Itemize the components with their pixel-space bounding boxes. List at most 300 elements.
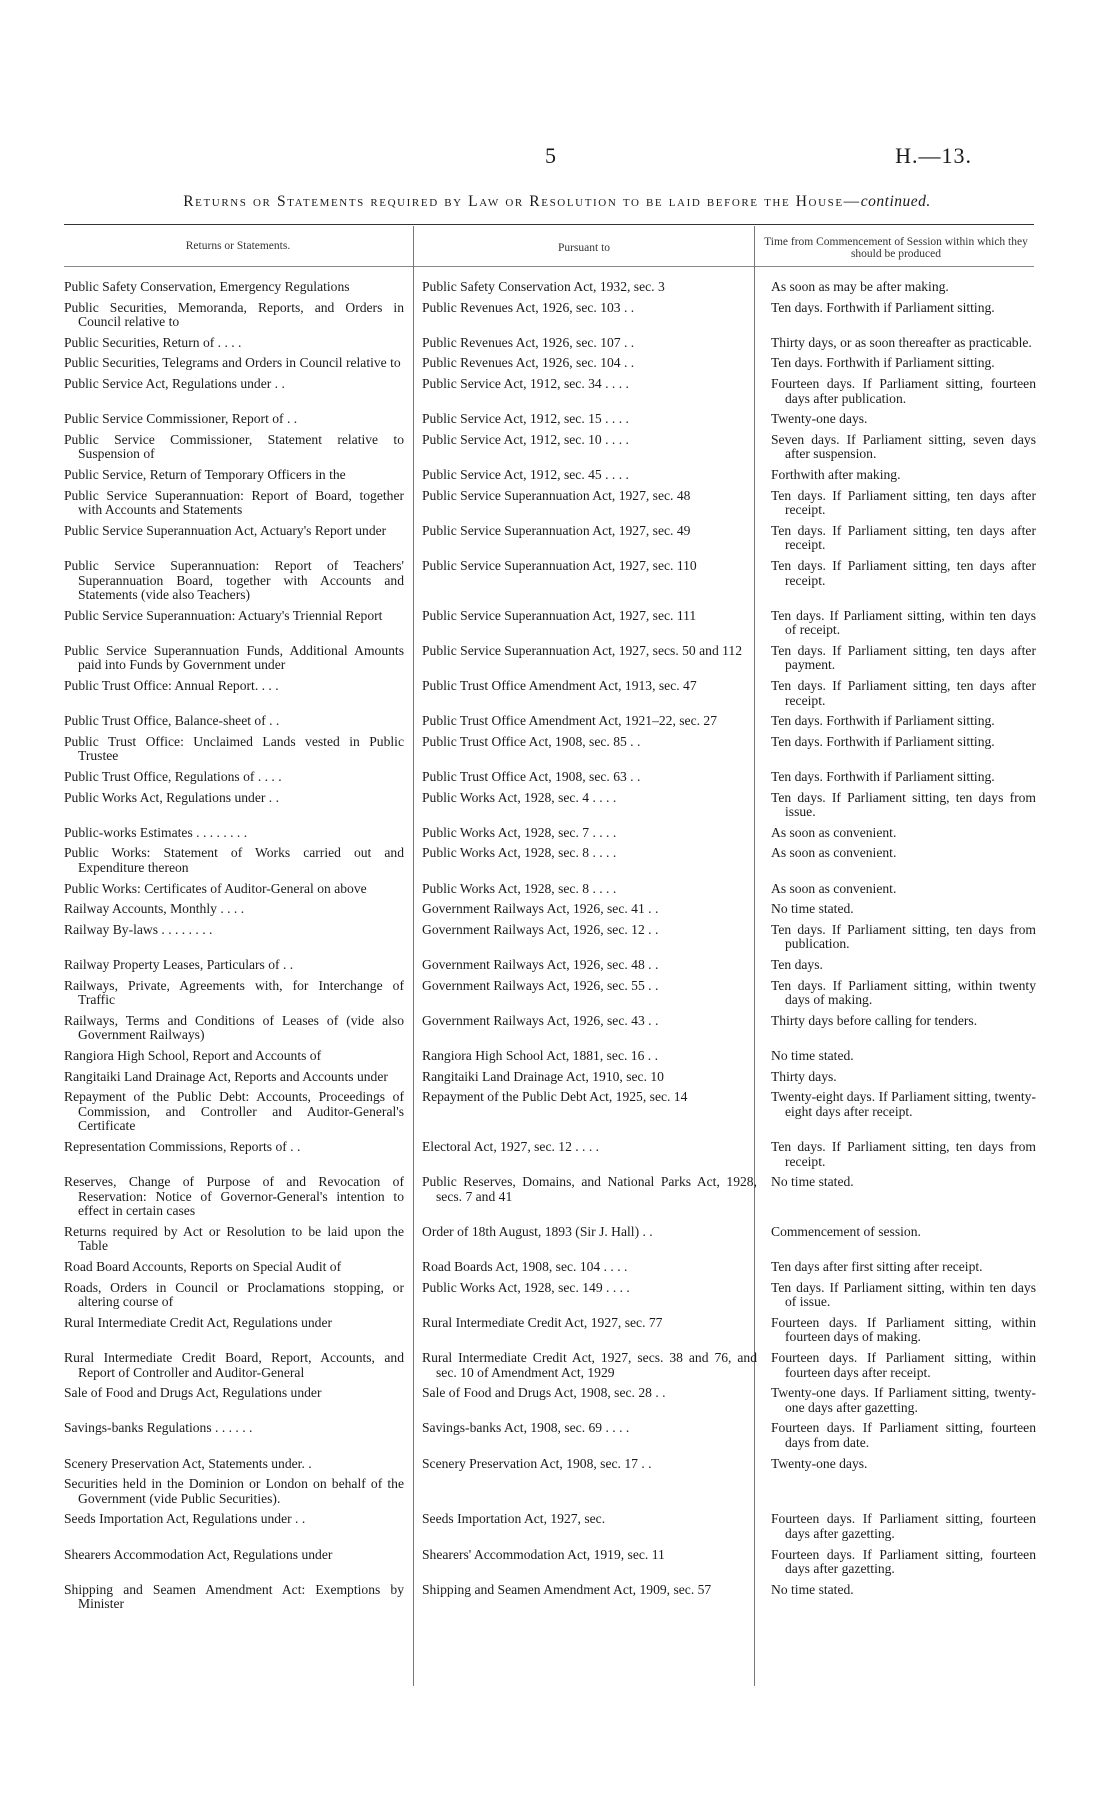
pursuant-cell-text: Order of 18th August, 1893 (Sir J. Hall) . . [422, 1223, 653, 1239]
column-header-time: Time from Commencement of Session within which they should be produced [764, 236, 1028, 260]
pursuant-cell [414, 489, 763, 524]
returns-cell-text: Sale of Food and Drugs Act, Regulations under [64, 1385, 322, 1401]
time-cell-text: Ten days. Forthwith if Parliament sitting. [771, 769, 995, 785]
pursuant-cell [414, 356, 763, 377]
time-cell-text: Thirty days before calling for tenders. [771, 1012, 978, 1028]
heading-continued: continued. [860, 193, 931, 210]
pursuant-cell [414, 1014, 763, 1049]
returns-cell-text: Public Trust Office, Regulations of . . . . [64, 769, 282, 785]
table-row [64, 1457, 1036, 1478]
table-row [64, 679, 1036, 714]
pursuant-cell-text: Government Railways Act, 1926, sec. 43 . . [422, 1012, 659, 1028]
time-cell [763, 1140, 1036, 1175]
pursuant-cell [414, 1260, 763, 1281]
pursuant-cell-text: Public Service Superannuation Act, 1927, sec. 111 [422, 607, 697, 623]
returns-cell-text: Road Board Accounts, Reports on Special Audit of [64, 1259, 342, 1275]
returns-cell [64, 1225, 414, 1260]
table-row [64, 1049, 1036, 1070]
pursuant-cell [414, 1477, 763, 1512]
pursuant-cell-text: Public Trust Office Act, 1908, sec. 85 . . [422, 733, 641, 749]
pursuant-cell-text: Rangitaiki Land Drainage Act, 1910, sec. 10 [422, 1068, 664, 1084]
table-row [64, 524, 1036, 559]
pursuant-cell-text: Shipping and Seamen Amendment Act, 1909, sec. 57 [422, 1581, 712, 1597]
returns-cell [64, 923, 414, 958]
time-cell [763, 1070, 1036, 1091]
pursuant-cell [414, 1281, 763, 1316]
returns-table [64, 280, 1036, 1618]
time-cell-text: No time stated. [771, 1174, 854, 1190]
table-row [64, 1090, 1036, 1140]
table-row [64, 489, 1036, 524]
table-row [64, 609, 1036, 644]
pursuant-cell-text: Electoral Act, 1927, sec. 12 . . . . [422, 1138, 600, 1154]
time-cell [763, 1281, 1036, 1316]
pursuant-cell-text: Government Railways Act, 1926, sec. 41 . . [422, 901, 659, 917]
returns-cell [64, 714, 414, 735]
returns-cell [64, 1070, 414, 1091]
returns-cell-text: Public Trust Office: Unclaimed Lands vested in Public Trustee [64, 733, 404, 764]
returns-cell-text: Shearers Accommodation Act, Regulations under [64, 1546, 333, 1562]
returns-cell-text: Public Service Commissioner, Report of . . [64, 411, 298, 427]
returns-cell [64, 489, 414, 524]
table-row [64, 644, 1036, 679]
returns-cell [64, 609, 414, 644]
time-cell [763, 1421, 1036, 1456]
time-cell-text: Twenty-eight days. If Parliament sitting, twenty-eight days after receipt. [771, 1089, 1036, 1119]
time-cell-text: Ten days after first sitting after receipt. [771, 1259, 983, 1275]
time-cell [763, 644, 1036, 679]
time-cell [763, 356, 1036, 377]
time-cell-text: Ten days. Forthwith if Parliament sitting. [771, 733, 995, 749]
time-cell-text: Ten days. If Parliament sitting, ten days from issue. [771, 789, 1036, 820]
pursuant-cell-text: Public Service Superannuation Act, 1927, sec. 49 [422, 522, 691, 538]
returns-cell [64, 958, 414, 979]
table-row [64, 1351, 1036, 1386]
table-row [64, 902, 1036, 923]
time-cell [763, 1351, 1036, 1386]
pursuant-cell [414, 1225, 763, 1260]
time-cell [763, 1090, 1036, 1140]
pursuant-cell [414, 433, 763, 468]
time-cell-text: Ten days. If Parliament sitting, ten days from publication. [771, 921, 1036, 952]
table-row [64, 1548, 1036, 1583]
returns-cell-text: Reserves, Change of Purpose of and Revocation of Reservation: Notice of Governor-General's intention to effect in certain cases [64, 1174, 404, 1219]
time-cell-text: Ten days. If Parliament sitting, ten days after payment. [771, 642, 1036, 673]
returns-cell-text: Public Works: Statement of Works carried out and Expenditure thereon [64, 845, 404, 875]
returns-cell [64, 433, 414, 468]
time-cell-text: Fourteen days. If Parliament sitting, fourteen days from date. [771, 1420, 1036, 1450]
pursuant-cell-text: Public Trust Office Amendment Act, 1913, sec. 47 [422, 678, 697, 694]
returns-cell-text: Roads, Orders in Council or Proclamations stopping, or altering course of [64, 1279, 404, 1310]
returns-cell-text: Representation Commissions, Reports of . . [64, 1138, 301, 1154]
column-header-pursuant: Pursuant to [557, 242, 611, 254]
pursuant-cell-text: Scenery Preservation Act, 1908, sec. 17 . . [422, 1455, 652, 1471]
table-row [64, 923, 1036, 958]
time-cell [763, 1260, 1036, 1281]
returns-cell-text: Public Service Commissioner, Statement relative to Suspension of [64, 431, 404, 462]
returns-cell [64, 1457, 414, 1478]
pursuant-cell [414, 1421, 763, 1456]
returns-cell [64, 468, 414, 489]
time-cell-text: Ten days. If Parliament sitting, within twenty days of making. [771, 977, 1036, 1008]
table-row [64, 714, 1036, 735]
returns-cell-text: Rural Intermediate Credit Board, Report, Accounts, and Report of Controller and Auditor-General [64, 1350, 404, 1380]
time-cell-text: Fourteen days. If Parliament sitting, within fourteen days of making. [771, 1314, 1036, 1345]
returns-cell [64, 336, 414, 357]
returns-cell-text: Seeds Importation Act, Regulations under . . [64, 1511, 306, 1527]
time-cell [763, 559, 1036, 609]
pursuant-cell [414, 846, 763, 881]
time-cell-text: Ten days. [771, 956, 823, 972]
returns-cell [64, 559, 414, 609]
pursuant-cell [414, 1583, 763, 1618]
returns-cell-text: Public Service Superannuation Act, Actuary's Report under [64, 522, 387, 538]
returns-cell-text: Public Trust Office: Annual Report. . . . [64, 678, 279, 694]
time-cell [763, 468, 1036, 489]
returns-cell [64, 356, 414, 377]
returns-cell [64, 902, 414, 923]
time-cell [763, 958, 1036, 979]
time-cell [763, 923, 1036, 958]
returns-cell [64, 377, 414, 412]
returns-cell [64, 1175, 414, 1225]
pursuant-cell [414, 923, 763, 958]
returns-cell-text: Public Service, Return of Temporary Officers in the [64, 466, 346, 482]
pursuant-cell-text: Public Works Act, 1928, sec. 149 . . . . [422, 1279, 630, 1295]
pursuant-cell [414, 679, 763, 714]
returns-cell [64, 882, 414, 903]
time-cell [763, 1225, 1036, 1260]
time-cell [763, 735, 1036, 770]
time-cell [763, 1477, 1036, 1512]
pursuant-cell-text: Public Service Act, 1912, sec. 34 . . . . [422, 375, 629, 391]
time-cell-text: Twenty-one days. [771, 1455, 868, 1471]
time-cell-text: Fourteen days. If Parliament sitting, fourteen days after gazetting. [771, 1546, 1036, 1577]
pursuant-cell [414, 644, 763, 679]
pursuant-cell [414, 1548, 763, 1583]
time-cell-text: Ten days. Forthwith if Parliament sitting. [771, 355, 995, 371]
table-row [64, 1014, 1036, 1049]
column-header-returns: Returns or Statements. [185, 240, 291, 252]
pursuant-cell-text: Public Service Superannuation Act, 1927, sec. 48 [422, 487, 691, 503]
time-cell-text: Ten days. If Parliament sitting, ten days after receipt. [771, 557, 1036, 588]
returns-cell [64, 1260, 414, 1281]
header-rule [64, 266, 1034, 267]
time-cell [763, 979, 1036, 1014]
time-cell [763, 1175, 1036, 1225]
table-row [64, 1512, 1036, 1547]
pursuant-cell [414, 336, 763, 357]
pursuant-cell-text: Public Service Act, 1912, sec. 15 . . . . [422, 411, 629, 427]
time-cell-text: No time stated. [771, 1581, 854, 1597]
table-row [64, 846, 1036, 881]
pursuant-cell [414, 1070, 763, 1091]
pursuant-cell-text: Rural Intermediate Credit Act, 1927, sec. 77 [422, 1314, 663, 1330]
top-rule [64, 224, 1034, 225]
table-row [64, 433, 1036, 468]
time-cell [763, 679, 1036, 714]
pursuant-cell-text: Seeds Importation Act, 1927, sec. [422, 1511, 606, 1527]
time-cell [763, 1049, 1036, 1070]
time-cell-text: Twenty-one days. [771, 411, 868, 427]
table-row [64, 1477, 1036, 1512]
pursuant-cell-text: Repayment of the Public Debt Act, 1925, sec. 14 [422, 1089, 688, 1105]
time-cell [763, 280, 1036, 301]
returns-cell [64, 1421, 414, 1456]
returns-cell [64, 524, 414, 559]
time-cell-text: No time stated. [771, 1047, 854, 1063]
time-cell [763, 826, 1036, 847]
time-cell [763, 412, 1036, 433]
pursuant-cell [414, 1351, 763, 1386]
table-row [64, 1175, 1036, 1225]
pursuant-cell-text: Government Railways Act, 1926, sec. 48 . . [422, 956, 659, 972]
returns-cell-text: Railways, Terms and Conditions of Leases of (vide also Government Railways) [64, 1012, 404, 1043]
time-cell [763, 524, 1036, 559]
returns-cell [64, 1512, 414, 1547]
pursuant-cell [414, 377, 763, 412]
time-cell [763, 882, 1036, 903]
returns-cell [64, 1014, 414, 1049]
returns-cell [64, 1316, 414, 1351]
time-cell-text: Ten days. If Parliament sitting, within ten days of issue. [771, 1279, 1036, 1310]
pursuant-cell [414, 902, 763, 923]
pursuant-cell-text: Public Service Act, 1912, sec. 45 . . . . [422, 466, 629, 482]
pursuant-cell [414, 559, 763, 609]
table-row [64, 336, 1036, 357]
pursuant-cell-text: Public Works Act, 1928, sec. 8 . . . . [422, 845, 617, 861]
returns-cell-text: Public-works Estimates . . . . . . . . [64, 824, 248, 840]
returns-cell-text: Public Securities, Memoranda, Reports, and Orders in Council relative to [64, 299, 404, 330]
table-row [64, 1583, 1036, 1618]
table-row [64, 791, 1036, 826]
returns-cell [64, 791, 414, 826]
time-cell [763, 1386, 1036, 1421]
returns-cell-text: Shipping and Seamen Amendment Act: Exemptions by Minister [64, 1581, 404, 1612]
returns-cell-text: Public Trust Office, Balance-sheet of . . [64, 713, 280, 729]
time-cell-text: As soon as convenient. [771, 880, 897, 896]
time-cell [763, 1457, 1036, 1478]
pursuant-cell-text: Government Railways Act, 1926, sec. 12 . . [422, 921, 659, 937]
time-cell-text: Thirty days. [771, 1068, 837, 1084]
time-cell-text: Fourteen days. If Parliament sitting, within fourteen days after receipt. [771, 1350, 1036, 1380]
returns-cell-text: Public Works Act, Regulations under . . [64, 789, 280, 805]
pursuant-cell [414, 714, 763, 735]
pursuant-cell [414, 609, 763, 644]
returns-cell [64, 826, 414, 847]
time-cell [763, 902, 1036, 923]
time-cell-text: As soon as may be after making. [771, 279, 949, 294]
pursuant-cell-text: Public Revenues Act, 1926, sec. 107 . . [422, 334, 635, 350]
table-row [64, 1260, 1036, 1281]
table-row [64, 377, 1036, 412]
returns-cell [64, 679, 414, 714]
pursuant-cell-text: Public Service Superannuation Act, 1927, sec. 110 [422, 557, 697, 573]
time-cell [763, 336, 1036, 357]
time-cell-text: As soon as convenient. [771, 824, 897, 840]
pursuant-cell-text: Road Boards Act, 1908, sec. 104 . . . . [422, 1259, 628, 1275]
table-row [64, 1225, 1036, 1260]
returns-cell-text: Public Service Superannuation: Report of Teachers' Superannuation Board, together with Accounts and Statements (vide also Teachers) [64, 557, 404, 603]
returns-cell [64, 1386, 414, 1421]
returns-cell-text: Railways, Private, Agreements with, for Interchange of Traffic [64, 977, 404, 1008]
table-row [64, 301, 1036, 336]
table-row [64, 979, 1036, 1014]
pursuant-cell [414, 979, 763, 1014]
time-cell-text: Ten days. If Parliament sitting, ten days after receipt. [771, 487, 1036, 518]
returns-cell [64, 1351, 414, 1386]
returns-cell-text: Public Securities, Return of . . . . [64, 334, 242, 350]
pursuant-cell [414, 1140, 763, 1175]
table-row [64, 468, 1036, 489]
pursuant-cell-text: Public Trust Office Act, 1908, sec. 63 . . [422, 769, 641, 785]
returns-cell [64, 735, 414, 770]
time-cell [763, 301, 1036, 336]
table-row [64, 826, 1036, 847]
returns-cell [64, 1583, 414, 1618]
pursuant-cell-text: Savings-banks Act, 1908, sec. 69 . . . . [422, 1420, 630, 1436]
returns-cell-text: Returns required by Act or Resolution to be laid upon the Table [64, 1223, 404, 1254]
returns-cell [64, 1090, 414, 1140]
returns-cell-text: Public Service Act, Regulations under . . [64, 375, 285, 391]
time-cell-text: Fourteen days. If Parliament sitting, fourteen days after publication. [771, 375, 1036, 406]
pursuant-cell-text: Public Trust Office Amendment Act, 1921–22, sec. 27 [422, 713, 718, 729]
pursuant-cell-text: Public Works Act, 1928, sec. 7 . . . . [422, 824, 617, 840]
returns-cell-text: Public Works: Certificates of Auditor-General on above [64, 880, 367, 896]
time-cell [763, 433, 1036, 468]
returns-cell [64, 1140, 414, 1175]
table-row [64, 958, 1036, 979]
table-row [64, 559, 1036, 609]
returns-cell-text: Securities held in the Dominion or London on behalf of the Government (vide Public Securities). [64, 1476, 404, 1506]
pursuant-cell-text: Rangiora High School Act, 1881, sec. 16 . . [422, 1047, 658, 1063]
time-cell [763, 714, 1036, 735]
pursuant-cell-text: Public Reserves, Domains, and National Parks Act, 1928, secs. 7 and 41 [422, 1174, 757, 1204]
page-number: 5 [545, 143, 556, 168]
time-cell-text: No time stated. [771, 901, 854, 917]
returns-cell [64, 1049, 414, 1070]
time-cell-text: Ten days. Forthwith if Parliament sitting. [771, 713, 995, 729]
pursuant-cell [414, 1090, 763, 1140]
time-cell-text: Ten days. Forthwith if Parliament sitting. [771, 299, 995, 315]
returns-cell-text: Rangitaiki Land Drainage Act, Reports and Accounts under [64, 1068, 388, 1084]
time-cell-text: Twenty-one days. If Parliament sitting, twenty-one days after gazetting. [771, 1385, 1036, 1415]
returns-cell-text: Railway Property Leases, Particulars of . . [64, 956, 294, 972]
pursuant-cell [414, 1316, 763, 1351]
returns-cell-text: Public Securities, Telegrams and Orders in Council relative to [64, 355, 401, 371]
document-code: H.—13. [895, 143, 972, 168]
pursuant-cell [414, 958, 763, 979]
time-cell-text: Ten days. If Parliament sitting, ten days from receipt. [771, 1138, 1036, 1169]
returns-table-body [64, 280, 1036, 1618]
table-row [64, 1421, 1036, 1456]
page-heading [0, 193, 1114, 211]
returns-cell-text: Scenery Preservation Act, Statements under. . [64, 1455, 312, 1471]
pursuant-cell [414, 826, 763, 847]
returns-cell [64, 1281, 414, 1316]
returns-cell [64, 979, 414, 1014]
returns-cell-text: Railway By-laws . . . . . . . . [64, 921, 213, 937]
pursuant-cell [414, 280, 763, 301]
returns-cell-text: Public Service Superannuation: Actuary's Triennial Report [64, 607, 383, 623]
time-cell-text: As soon as convenient. [771, 845, 897, 861]
pursuant-cell-text: Public Safety Conservation Act, 1932, sec. 3 [422, 279, 665, 294]
time-cell [763, 846, 1036, 881]
pursuant-cell-text: Shearers' Accommodation Act, 1919, sec. 11 [422, 1546, 665, 1562]
pursuant-cell [414, 882, 763, 903]
pursuant-cell-text: Public Works Act, 1928, sec. 4 . . . . [422, 789, 617, 805]
time-cell [763, 1316, 1036, 1351]
time-cell [763, 1548, 1036, 1583]
returns-cell [64, 846, 414, 881]
pursuant-cell [414, 1386, 763, 1421]
time-cell-text: Seven days. If Parliament sitting, seven days after suspension. [771, 431, 1036, 462]
table-row [64, 770, 1036, 791]
returns-cell [64, 770, 414, 791]
returns-cell-text: Rangiora High School, Report and Accounts of [64, 1047, 322, 1063]
pursuant-cell-text: Sale of Food and Drugs Act, 1908, sec. 28 . . [422, 1385, 666, 1401]
time-cell [763, 1014, 1036, 1049]
time-cell [763, 791, 1036, 826]
returns-cell [64, 280, 414, 301]
pursuant-cell [414, 524, 763, 559]
time-cell-text: Ten days. If Parliament sitting, ten days after receipt. [771, 678, 1036, 708]
pursuant-cell [414, 468, 763, 489]
returns-cell-text: Repayment of the Public Debt: Accounts, Proceedings of Commission, and Controller and Auditor-General's Certificate [64, 1089, 404, 1134]
pursuant-cell [414, 412, 763, 433]
pursuant-cell [414, 1512, 763, 1547]
pursuant-cell-text: Public Service Act, 1912, sec. 10 . . . . [422, 431, 629, 447]
time-cell-text: Commencement of session. [771, 1223, 921, 1239]
returns-cell [64, 412, 414, 433]
pursuant-cell-text: Public Revenues Act, 1926, sec. 104 . . [422, 355, 635, 371]
table-row [64, 1140, 1036, 1175]
table-row [64, 1281, 1036, 1316]
pursuant-cell [414, 770, 763, 791]
time-cell [763, 377, 1036, 412]
returns-cell-text: Public Service Superannuation: Report of Board, together with Accounts and Statements [64, 487, 404, 518]
pursuant-cell-text: Rural Intermediate Credit Act, 1927, secs. 38 and 76, and sec. 10 of Amendment Act, 1929 [422, 1350, 757, 1380]
time-cell-text: Thirty days, or as soon thereafter as practicable. [771, 334, 1032, 350]
pursuant-cell-text: Public Revenues Act, 1926, sec. 103 . . [422, 299, 635, 315]
pursuant-cell [414, 1457, 763, 1478]
pursuant-cell [414, 1049, 763, 1070]
heading-text: Returns or Statements required by Law or Resolution to be laid before the House— [183, 193, 861, 210]
returns-cell [64, 644, 414, 679]
table-row [64, 356, 1036, 377]
table-row [64, 280, 1036, 301]
time-cell [763, 609, 1036, 644]
returns-cell-text: Public Service Superannuation Funds, Additional Amounts paid into Funds by Government under [64, 642, 404, 673]
pursuant-cell-text: Public Service Superannuation Act, 1927, secs. 50 and 112 [422, 642, 743, 658]
table-row [64, 882, 1036, 903]
returns-cell [64, 1548, 414, 1583]
table-row [64, 1386, 1036, 1421]
table-row [64, 735, 1036, 770]
time-cell [763, 1512, 1036, 1547]
time-cell [763, 770, 1036, 791]
returns-cell [64, 1477, 414, 1512]
time-cell-text: Ten days. If Parliament sitting, within ten days of receipt. [771, 607, 1036, 638]
pursuant-cell-text: Government Railways Act, 1926, sec. 55 . . [422, 977, 659, 993]
time-cell [763, 1583, 1036, 1618]
table-row [64, 1070, 1036, 1091]
time-cell-text: Fourteen days. If Parliament sitting, fourteen days after gazetting. [771, 1511, 1036, 1541]
pursuant-cell [414, 791, 763, 826]
time-cell [763, 489, 1036, 524]
pursuant-cell-text: Public Works Act, 1928, sec. 8 . . . . [422, 880, 617, 896]
time-cell-text: Forthwith after making. [771, 466, 901, 482]
